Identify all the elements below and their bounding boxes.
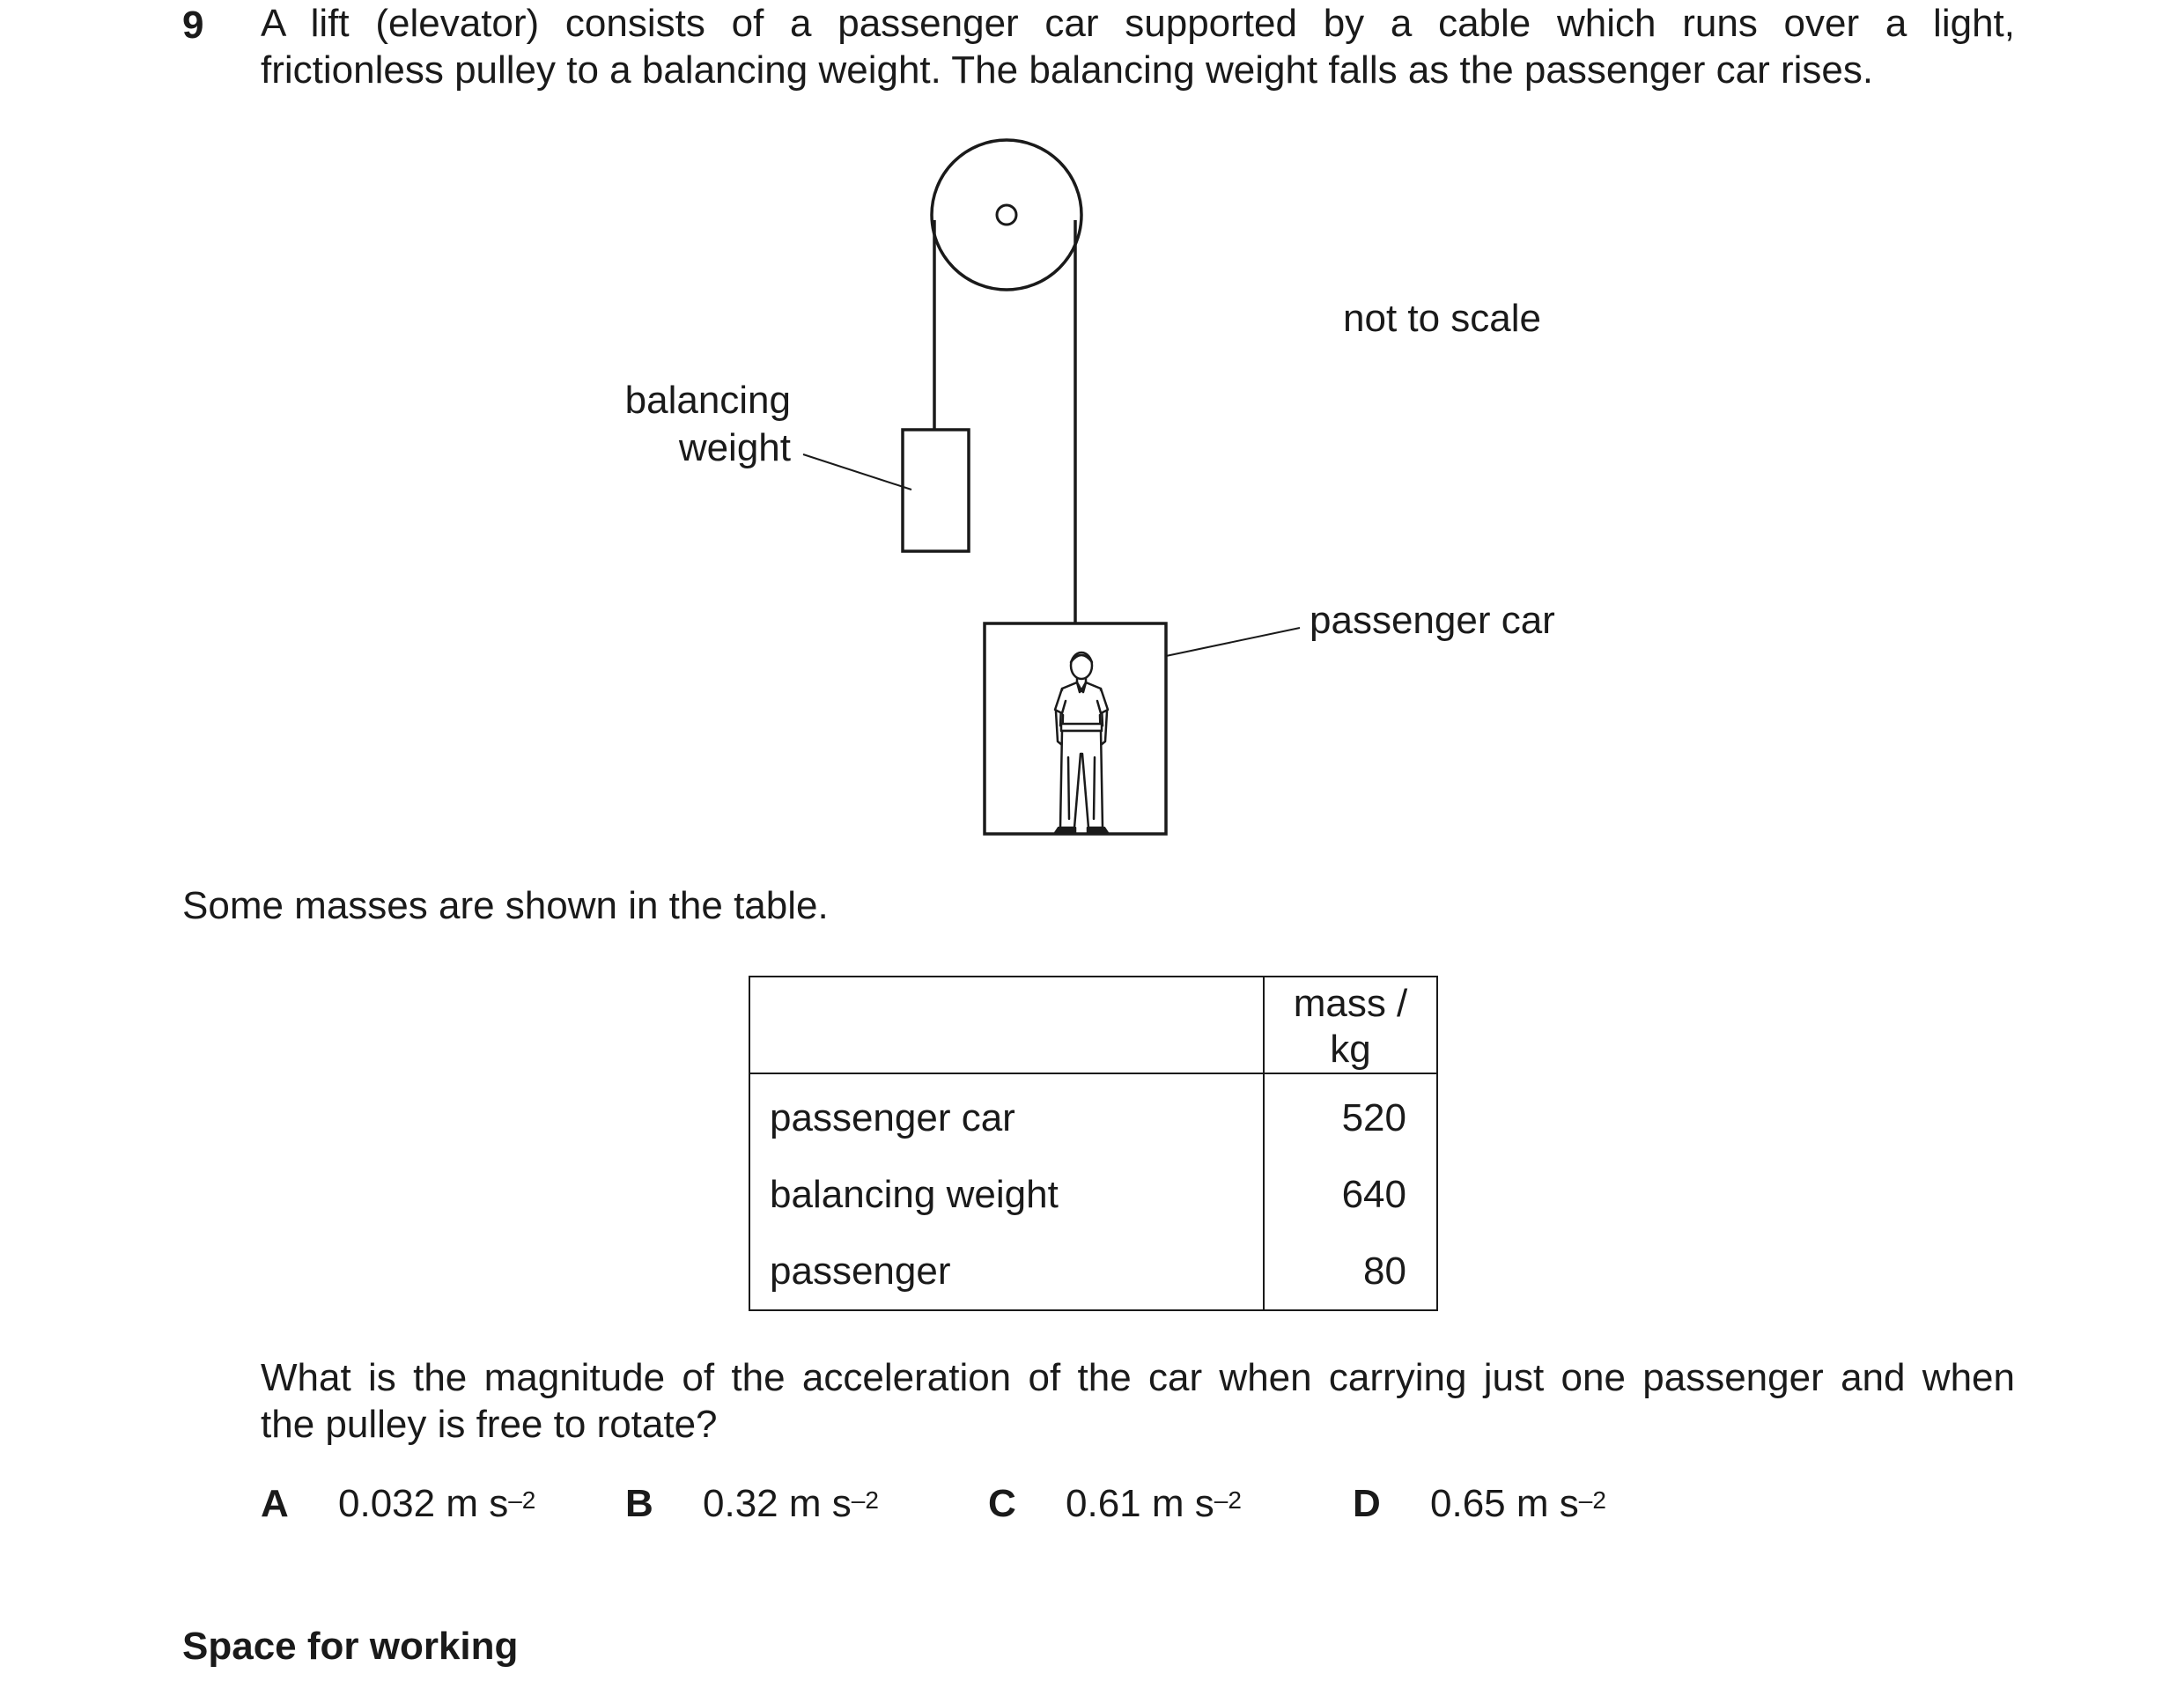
table-row: [749, 1233, 1437, 1310]
balancing-weight-label: [528, 377, 791, 472]
table-cell-item: passenger car: [749, 1073, 1264, 1156]
option-exponent: –2: [508, 1486, 536, 1514]
option-value: [703, 1478, 879, 1530]
question-intro-line-1: A lift (elevator) consists of a passenger car supported by a cable which runs over a light,: [261, 2, 2015, 45]
balancing-weight-leader: [803, 454, 911, 490]
working-space-label: Space for working: [182, 1625, 519, 1668]
question-prompt-line-1: What is the magnitude of the acceleration of the car when carrying just one passenger and when: [261, 1356, 2015, 1399]
table-cell-mass: 520: [1264, 1073, 1437, 1156]
option-letter: D: [1353, 1482, 1381, 1525]
passenger-car-leader: [1166, 628, 1300, 656]
option-value: [338, 1478, 535, 1530]
balancing-weight-label-line-2: weight: [678, 426, 791, 469]
option-value: [1066, 1478, 1242, 1530]
table-header-row: [749, 977, 1437, 1073]
table-cell-mass: 80: [1264, 1233, 1437, 1310]
mass-table: [749, 976, 1438, 1311]
table-row: [749, 1156, 1437, 1233]
balancing-weight-label-line-1: balancing: [624, 379, 791, 422]
option-exponent: –2: [1214, 1486, 1242, 1514]
option-letter: C: [988, 1482, 1016, 1525]
question-prompt-line-2: the pulley is free to rotate?: [261, 1403, 718, 1446]
question-number: 9: [182, 4, 204, 47]
option-value-text: 0.61 m s: [1066, 1482, 1214, 1525]
option-value-text: 0.65 m s: [1430, 1482, 1579, 1525]
option-value: [1430, 1478, 1606, 1530]
balancing-weight-block: [903, 430, 969, 551]
option-letter: B: [625, 1482, 653, 1525]
option-exponent: –2: [851, 1486, 879, 1514]
table-intro: Some masses are shown in the table.: [182, 884, 829, 927]
option-letter: A: [261, 1482, 289, 1525]
table-header-mass-line-2: kg: [1330, 1028, 1371, 1071]
table-header-item: [749, 977, 1264, 1073]
table-cell-item: balancing weight: [749, 1156, 1264, 1233]
option-value-text: 0.032 m s: [338, 1482, 509, 1525]
pulley-wheel: [932, 140, 1081, 290]
question-intro-line-2: frictionless pulley to a balancing weight. The balancing weight falls as the passenger car rises.: [261, 48, 1874, 92]
table-cell-mass: 640: [1264, 1156, 1437, 1233]
question-prompt: [261, 1354, 2015, 1448]
passenger-figure: [1055, 652, 1108, 833]
pulley-axle: [997, 205, 1016, 225]
passenger-car-label: passenger car: [1310, 599, 1555, 642]
option-exponent: –2: [1578, 1486, 1606, 1514]
not-to-scale-note: not to scale: [1343, 297, 1542, 340]
table-row: [749, 1073, 1437, 1156]
table-header-mass-line-1: mass /: [1293, 982, 1408, 1025]
table-header-mass: [1264, 977, 1437, 1073]
option-value-text: 0.32 m s: [703, 1482, 852, 1525]
table-cell-item: passenger: [749, 1233, 1264, 1310]
